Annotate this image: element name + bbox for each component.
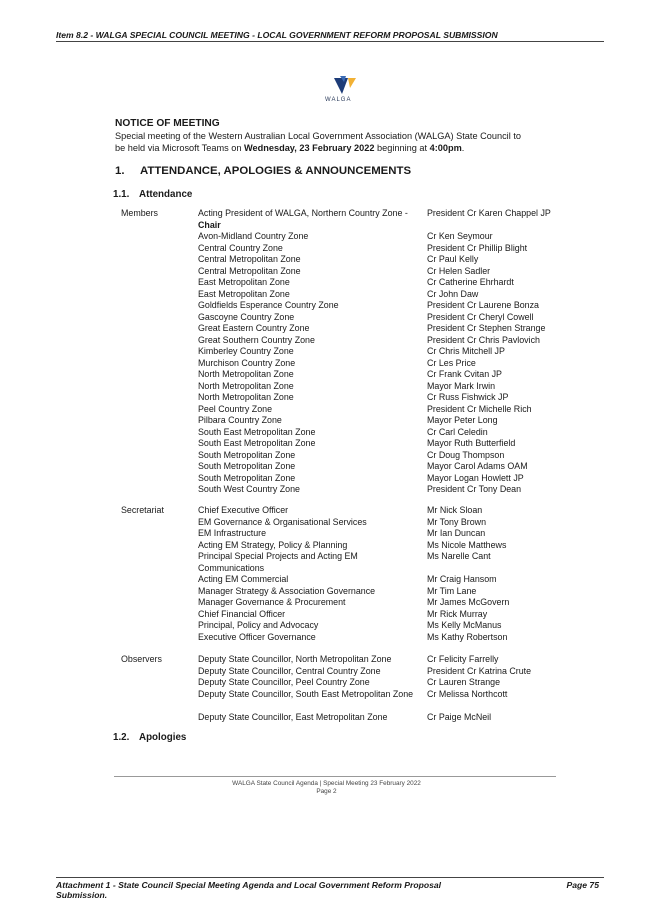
members-person: President Cr Phillip Blight [427, 242, 528, 253]
members-person: Mayor Peter Long [427, 415, 498, 425]
members-role: South Metropolitan Zone [198, 461, 296, 471]
secretariat-role: Acting EM Strategy, Policy & Planning [198, 539, 348, 550]
members-person: Cr Russ Fishwick JP [427, 392, 509, 402]
members-person: President Cr Laurene Bonza [427, 300, 539, 310]
section-1-1-heading [113, 189, 192, 200]
members-role: Kimberley Country Zone [198, 346, 294, 356]
section-1-1-number: 1.1. [113, 189, 130, 200]
section-1-2-title: Apologies [139, 732, 187, 743]
notice-line-1: Special meeting of the Western Australian Local Government Association (WALGA) State Council to [115, 131, 521, 141]
notice-line-2-pre: be held via Microsoft Teams on [115, 143, 245, 153]
secretariat-person: Mr Tony Brown [427, 516, 487, 527]
members-role: Gascoyne Country Zone [198, 311, 295, 322]
observers-person: Cr Lauren Strange [427, 677, 501, 687]
observers-role: Deputy State Councillor, Peel Country Zone [198, 677, 370, 687]
notice-heading: NOTICE OF MEETING [115, 118, 220, 129]
secretariat-role: EM Infrastructure [198, 528, 267, 538]
secretariat-person: Ms Kelly McManus [427, 620, 502, 630]
members-role: Great Southern Country Zone [198, 334, 315, 345]
secretariat-role: Chief Executive Officer [198, 505, 289, 515]
members-role: Central Metropolitan Zone [198, 265, 301, 276]
secretariat-person: Ms Kathy Robertson [427, 631, 508, 642]
secretariat-person: Mr James McGovern [427, 597, 510, 607]
secretariat-role: Manager Governance & Procurement [198, 597, 346, 607]
members-role: East Metropolitan Zone [198, 277, 290, 287]
secretariat-person: Ms Narelle Cant [427, 551, 491, 561]
secretariat-role: Manager Strategy & Association Governance [198, 585, 376, 596]
members-role: Pilbara Country Zone [198, 415, 282, 425]
members-person: Cr Carl Celedin [427, 426, 488, 437]
members-label: Members [121, 208, 158, 218]
observers-role: Deputy State Councillor, East Metropolitan Zone [198, 711, 388, 722]
secretariat-role: Acting EM Commercial [198, 574, 289, 584]
section-1-2-heading [113, 732, 186, 743]
members-person: Cr John Daw [427, 288, 479, 299]
members-person: Cr Chris Mitchell JP [427, 346, 505, 356]
bottom-divider [56, 877, 604, 878]
section-1-2-number: 1.2. [113, 732, 130, 743]
members-person: Cr Paul Kelly [427, 254, 479, 264]
page-header-title: Item 8.2 - WALGA SPECIAL COUNCIL MEETING - LOCAL GOVERNMENT REFORM PROPOSAL SUBMISSION [56, 30, 498, 40]
members-person: President Cr Karen Chappel JP [427, 208, 551, 218]
footer-page: Page 2 [316, 788, 337, 795]
members-role: Peel Country Zone [198, 403, 272, 414]
members-person: Mayor Ruth Butterfield [427, 438, 516, 448]
page-number: Page 75 [566, 880, 599, 890]
secretariat-role: Chief Financial Officer [198, 608, 286, 619]
secretariat-person: Mr Craig Hansom [427, 574, 497, 584]
secretariat-person: Ms Nicole Matthews [427, 539, 507, 550]
members-role: Avon-Midland Country Zone [198, 231, 309, 241]
members-person: Cr Catherine Ehrhardt [427, 277, 514, 287]
secretariat-role: Executive Officer Governance [198, 631, 316, 642]
members-person: President Cr Stephen Strange [427, 323, 546, 333]
footer-divider [114, 776, 556, 777]
members-person: President Cr Cheryl Cowell [427, 311, 534, 322]
section-1-heading [115, 165, 411, 177]
members-role: East Metropolitan Zone [198, 288, 290, 299]
members-role: South West Country Zone [198, 484, 300, 494]
secretariat-role: EM Governance & Organisational Services [198, 516, 367, 527]
observers-role: Deputy State Councillor, South East Metropolitan Zone [198, 688, 414, 699]
section-1-title: ATTENDANCE, APOLOGIES & ANNOUNCEMENTS [140, 165, 412, 177]
observers-role: Deputy State Councillor, Central Country Zone [198, 665, 381, 676]
members-person: Cr Les Price [427, 357, 476, 368]
members-role: Central Country Zone [198, 242, 283, 253]
members-person: President Cr Michelle Rich [427, 403, 532, 414]
walga-logo-text: WALGA [325, 97, 352, 103]
observers-person: President Cr Katrina Crute [427, 665, 532, 676]
observers-label: Observers [121, 654, 162, 664]
members-role: Acting President of WALGA, Northern Country Zone - Chair [198, 208, 408, 230]
members-person: Mayor Carol Adams OAM [427, 461, 528, 471]
members-role: Murchison Country Zone [198, 357, 296, 368]
observers-person: Cr Melissa Northcott [427, 688, 508, 699]
notice-line-2-post: . [461, 143, 465, 153]
secretariat-label: Secretariat [121, 505, 164, 515]
secretariat-person: Mr Rick Murray [427, 608, 488, 619]
secretariat-person: Mr Ian Duncan [427, 528, 486, 538]
members-person: Cr Frank Cvitan JP [427, 369, 502, 379]
observers-person: Cr Paige McNeil [427, 711, 492, 722]
members-role: North Metropolitan Zone [198, 392, 294, 402]
members-role: Central Metropolitan Zone [198, 254, 301, 264]
members-person: Mayor Logan Howlett JP [427, 472, 524, 483]
members-person: President Cr Chris Pavlovich [427, 334, 540, 345]
members-role: South East Metropolitan Zone [198, 438, 316, 448]
notice-text [115, 130, 575, 154]
observers-person: Cr Felicity Farrelly [427, 654, 499, 664]
attachment-caption: Attachment 1 - State Council Special Meeting Agenda and Local Government Reform Proposal Submission. [56, 880, 442, 900]
observers-role: Deputy State Councillor, North Metropolitan Zone [198, 654, 392, 664]
members-role: South East Metropolitan Zone [198, 426, 316, 437]
secretariat-role: Principal Special Projects and Acting EM Communications [198, 551, 358, 573]
section-1-1-title: Attendance [139, 189, 193, 200]
meeting-time: 4:00pm [429, 143, 462, 153]
members-role: North Metropolitan Zone [198, 380, 294, 391]
members-role: South Metropolitan Zone [198, 449, 296, 460]
chair-label: Chair [198, 219, 221, 230]
members-person: President Cr Tony Dean [427, 484, 522, 494]
secretariat-person: Mr Nick Sloan [427, 505, 483, 515]
members-person: Cr Ken Seymour [427, 231, 493, 241]
meeting-date: Wednesday, 23 February 2022 [244, 143, 375, 153]
members-person: Mayor Mark Irwin [427, 380, 496, 391]
members-person: Cr Helen Sadler [427, 265, 491, 276]
secretariat-person: Mr Tim Lane [427, 585, 477, 596]
members-role: Great Eastern Country Zone [198, 323, 310, 333]
footer-agenda: WALGA State Council Agenda | Special Meeting 23 February 2022 [232, 780, 421, 787]
section-1-number: 1. [115, 165, 125, 177]
members-role: Goldfields Esperance Country Zone [198, 300, 339, 310]
members-role: North Metropolitan Zone [198, 369, 294, 379]
header-divider [56, 41, 604, 42]
notice-line-2-mid: beginning at [374, 143, 430, 153]
members-role: South Metropolitan Zone [198, 472, 296, 483]
members-person: Cr Doug Thompson [427, 449, 505, 460]
secretariat-role: Principal, Policy and Advocacy [198, 620, 319, 630]
